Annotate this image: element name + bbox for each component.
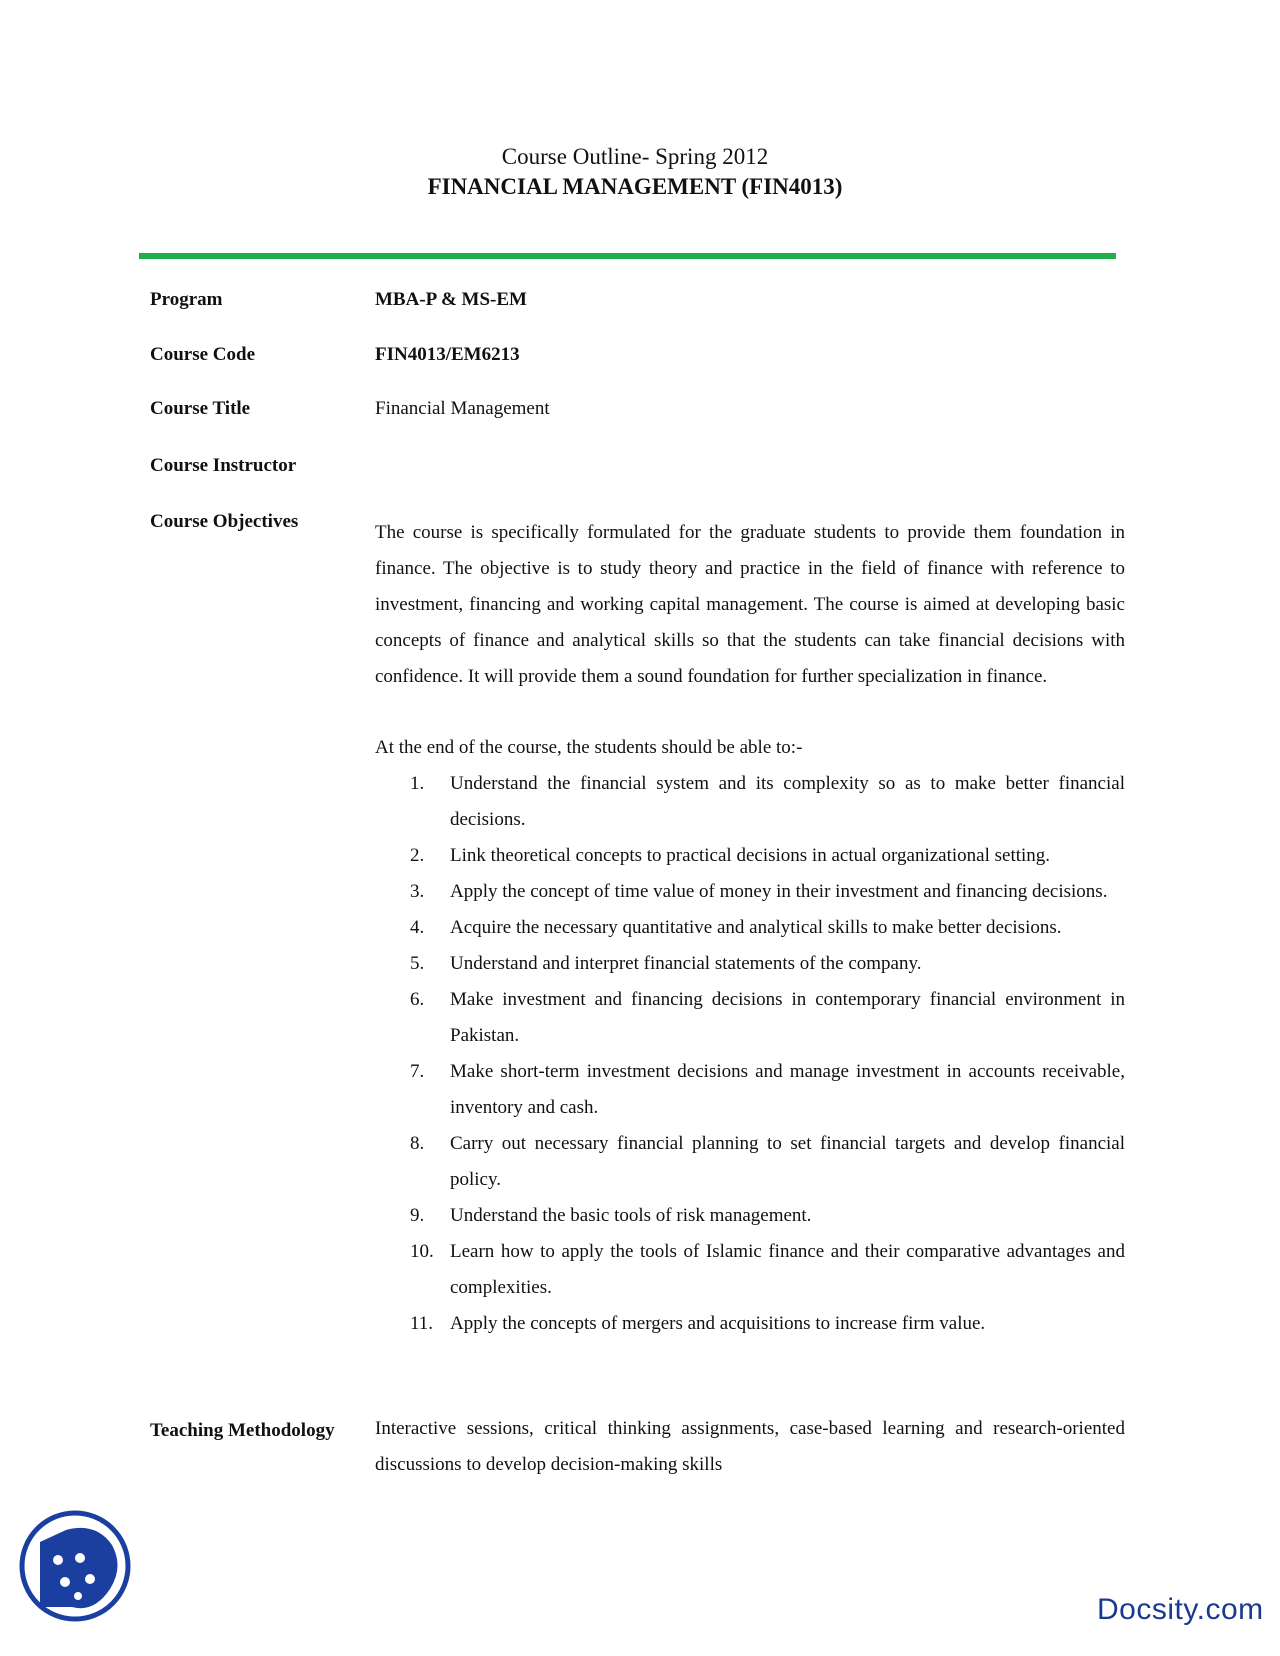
course-instructor-label: Course Instructor: [150, 455, 297, 476]
objective-number: 5.: [410, 953, 425, 974]
objective-item: [375, 1306, 1125, 1342]
course-title-label: Course Title: [150, 398, 251, 419]
objective-item: [375, 1198, 1125, 1234]
objective-number: 8.: [410, 1133, 425, 1154]
course-objectives-label: Course Objectives: [150, 511, 299, 532]
objectives-intro: At the end of the course, the students should be able to:-: [375, 737, 803, 758]
objective-number: 2.: [410, 845, 425, 866]
objective-item: [375, 946, 1125, 982]
objective-text: Acquire the necessary quantitative and analytical skills to make better decisions.: [450, 917, 1062, 938]
header-divider: [139, 253, 1116, 259]
objective-text: Apply the concept of time value of money in their investment and financing decisions.: [450, 881, 1108, 902]
teaching-methodology-text: Interactive sessions, critical thinking assignments, case-based learning and research-oriented discussions to develop decision-making skills: [375, 1418, 1125, 1475]
course-heading: FINANCIAL MANAGEMENT (FIN4013): [427, 174, 843, 199]
objective-item: [375, 1234, 1125, 1306]
objective-text: Carry out necessary financial planning to set financial targets and develop financial policy.: [450, 1133, 1125, 1190]
teaching-methodology-label: Teaching Methodology: [150, 1420, 335, 1441]
objective-number: 10.: [410, 1241, 434, 1262]
objective-number: 9.: [410, 1205, 425, 1226]
objectives-list: [375, 766, 1125, 1342]
course-objectives-paragraph: The course is specifically formulated for the graduate students to provide them foundation in finance. The objective is to study theory and practice in the field of finance with reference to investment, financing and working capital management. The course is aimed at developing basic concepts of finance and analytical skills so that the students can take financial decisions with confidence. It will provide them a sound foundation for further specialization in finance.: [375, 522, 1125, 687]
course-code-label: Course Code: [150, 344, 256, 365]
objective-item: [375, 838, 1125, 874]
program-value: MBA-P & MS-EM: [375, 289, 527, 310]
course-code-value: FIN4013/EM6213: [375, 344, 520, 365]
objective-number: 6.: [410, 989, 425, 1010]
objective-number: 7.: [410, 1061, 425, 1082]
objective-item: [375, 982, 1125, 1054]
objective-text: Understand the financial system and its complexity so as to make better financial decisions.: [450, 773, 1125, 830]
objective-number: 3.: [410, 881, 425, 902]
course-outline-term: Course Outline- Spring 2012: [501, 144, 769, 169]
objective-text: Link theoretical concepts to practical decisions in actual organizational setting.: [450, 845, 1051, 866]
objective-item: [375, 1126, 1125, 1198]
docsity-logo-icon[interactable]: [18, 1509, 132, 1623]
docsity-brand[interactable]: Docsity.com: [1097, 1593, 1264, 1626]
objective-text: Understand and interpret financial statements of the company.: [450, 953, 922, 974]
objective-item: [375, 1054, 1125, 1126]
docsity-logo-graphic: [18, 1509, 132, 1623]
objective-number: 4.: [410, 917, 425, 938]
objective-text: Make short-term investment decisions and manage investment in accounts receivable, inventory and cash.: [450, 1061, 1125, 1118]
course-title-value: Financial Management: [375, 398, 550, 419]
objective-text: Make investment and financing decisions in contemporary financial environment in Pakistan.: [450, 989, 1125, 1046]
objective-item: [375, 910, 1125, 946]
objective-item: [375, 874, 1125, 910]
objective-text: Understand the basic tools of risk management.: [450, 1205, 812, 1226]
objective-item: [375, 766, 1125, 838]
program-label: Program: [150, 289, 223, 310]
document-header: [0, 142, 1270, 202]
objective-number: 11.: [410, 1313, 434, 1334]
objective-number: 1.: [410, 773, 425, 794]
objective-text: Apply the concepts of mergers and acquisitions to increase firm value.: [450, 1313, 986, 1334]
objective-text: Learn how to apply the tools of Islamic finance and their comparative advantages and complexities.: [450, 1241, 1125, 1298]
